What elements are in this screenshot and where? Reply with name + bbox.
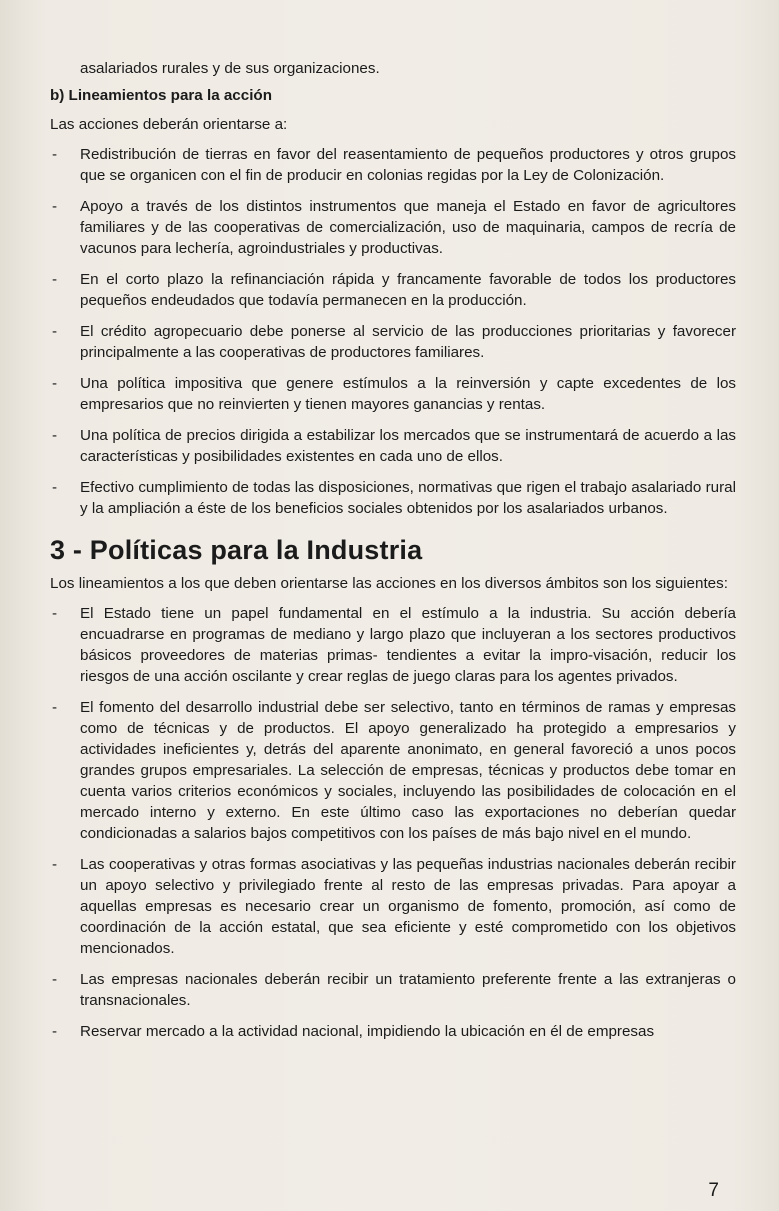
bullet-dash: - — [52, 699, 58, 716]
bullet-dash: - — [52, 375, 58, 392]
list-item — [50, 1021, 736, 1042]
list-item — [50, 425, 736, 467]
list-item — [50, 269, 736, 311]
list-item-text: Las cooperativas y otras formas asociativas y las pequeñas industrias nacionales deberán recibir un apoyo selectivo y privilegiado frente al resto de las empresas privadas. Para apoyar a aquellas empresas es necesario crear un organismo de fomento, promoción, así como de coordinación de la acción estatal, que sea eficiente y esté comprometido con los objetivos mencionados. — [80, 856, 736, 957]
subheading: b) Lineamientos para la acción — [50, 87, 272, 104]
list-item — [50, 697, 736, 844]
bullet-dash: - — [52, 856, 58, 873]
list-item — [50, 321, 736, 363]
list-item-text: Una política de precios dirigida a estabilizar los mercados que se instrumentará de acuerdo a las características y posibilidades existentes en cada uno de ellos. — [80, 427, 736, 465]
bullet-dash: - — [52, 479, 58, 496]
list-item-text: El fomento del desarrollo industrial debe ser selectivo, tanto en términos de ramas y empresas como de técnicas y de productos. El apoyo generalizado ha protegido a empresarios y actividades ineficientes y, detrás del aparente anonimato, en general favoreció a unos pocos grandes grupos empresariales. La selección de empresas, técnicas y productos debe tomar en cuenta varios criterios económicos y sociales, incluyendo las posibilidades de colocación en el mercado interno y externo. En este último caso las exportaciones no deberían quedar condicionadas a salarios bajos competitivos con los países de más bajo nivel en el mundo. — [80, 699, 736, 842]
intro-text: Las acciones deberán orientarse a: — [50, 116, 288, 133]
section-intro: Los lineamientos a los que deben orientarse las acciones en los diversos ámbitos son los siguientes: — [50, 575, 728, 592]
list-item-text: Efectivo cumplimiento de todas las disposiciones, normativas que rigen el trabajo asalariado rural y la ampliación a éste de los beneficios sociales obtenidos por los asalariados urbanos. — [80, 479, 736, 517]
bullet-dash: - — [52, 605, 58, 622]
list-item-text: Las empresas nacionales deberán recibir un tratamiento preferente frente a las extranjeras o transnacionales. — [80, 971, 736, 1009]
list-item — [50, 969, 736, 1011]
list-item — [50, 854, 736, 959]
list-item-text: Apoyo a través de los distintos instrumentos que maneja el Estado en favor de agricultores familiares y de las cooperativas de comercialización, uso de maquinaria, campos de recría de vacunos para lechería, agroindustriales y productivas. — [80, 198, 736, 257]
list-item — [50, 603, 736, 687]
list-item-text: Redistribución de tierras en favor del reasentamiento de pequeños productores y otros grupos que se organicen con el fin de producir en colonias regidas por la Ley de Colonización. — [80, 146, 736, 184]
page-number: 7 — [708, 1180, 719, 1201]
list-item-text: El crédito agropecuario debe ponerse al servicio de las producciones prioritarias y favorecer principalmente a las cooperativas de productores familiares. — [80, 323, 736, 361]
bullet-dash: - — [52, 1023, 58, 1040]
bullet-dash: - — [52, 198, 58, 215]
continuation-line: asalariados rurales y de sus organizaciones. — [80, 60, 380, 77]
bullet-dash: - — [52, 271, 58, 288]
list-item — [50, 477, 736, 519]
list-item — [50, 144, 736, 186]
bullet-dash: - — [52, 323, 58, 340]
section-title: 3 - Políticas para la Industria — [50, 535, 423, 565]
page-body — [50, 58, 736, 1052]
list-item — [50, 373, 736, 415]
list-item-text: El Estado tiene un papel fundamental en el estímulo a la industria. Su acción debería encuadrarse en programas de mediano y largo plazo que incluyeran a los sectores productivos básicos proveedores de materias primas- tendientes a evitar la impro-visación, reducir los riesgos de una acción oscilante y crear reglas de juego claras para los agentes privados. — [80, 605, 736, 685]
bullet-dash: - — [52, 971, 58, 988]
bullet-dash: - — [52, 427, 58, 444]
list-item — [50, 196, 736, 259]
list-item-text: Una política impositiva que genere estímulos a la reinversión y capte excedentes de los empresarios que no reinvierten y tienen mayores ganancias y rentas. — [80, 375, 736, 413]
bullet-dash: - — [52, 146, 58, 163]
list-item-text: Reservar mercado a la actividad nacional, impidiendo la ubicación en él de empresas — [80, 1023, 655, 1040]
list-item-text: En el corto plazo la refinanciación rápida y francamente favorable de todos los productores pequeños endeudados que todavía permanecen en la producción. — [80, 271, 736, 309]
